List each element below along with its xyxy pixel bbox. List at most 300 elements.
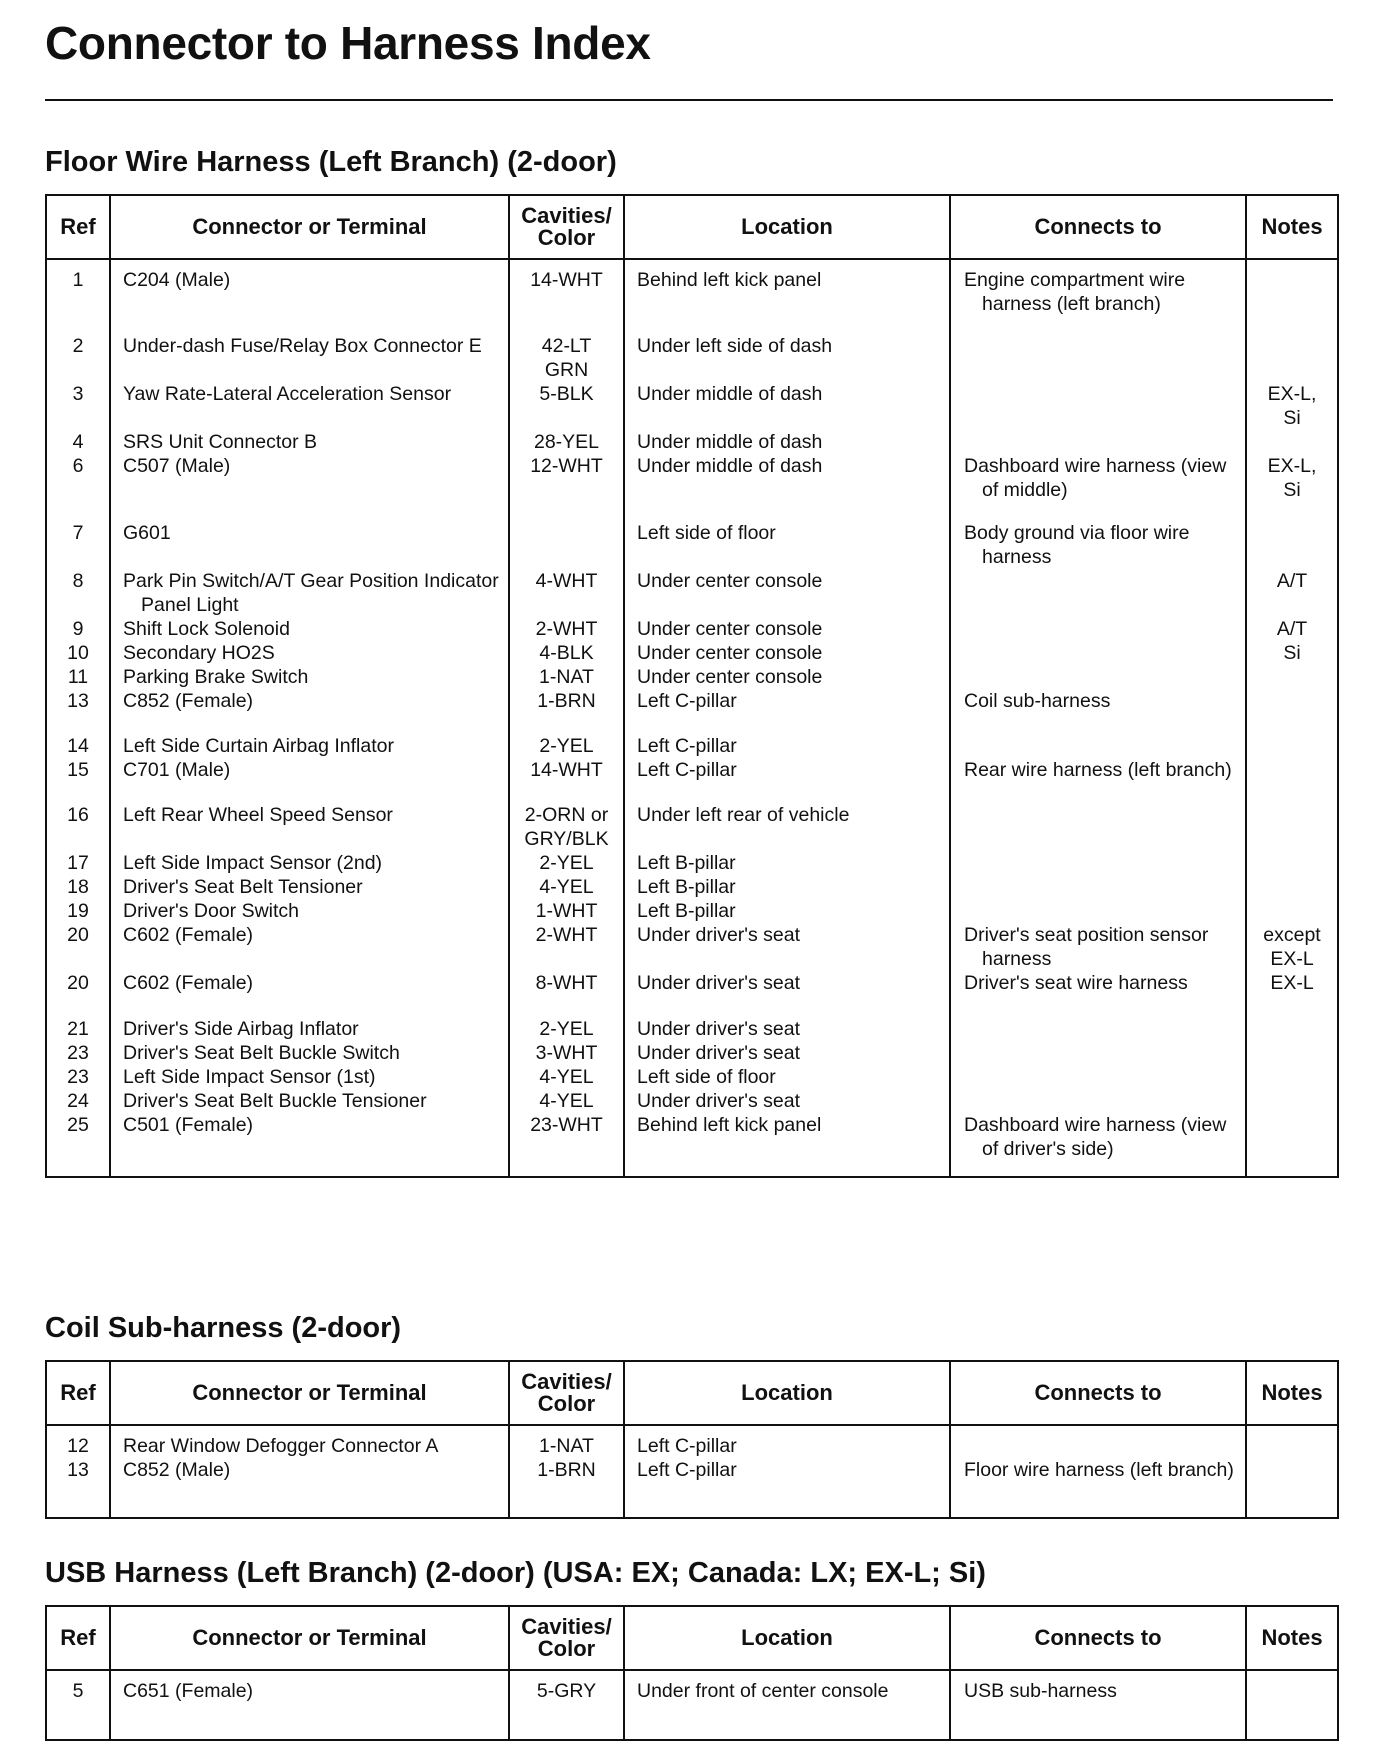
notes-cell — [1246, 899, 1338, 923]
connector-cell-text: Secondary HO2S — [123, 642, 275, 664]
connector-cell-text: Parking Brake Switch — [123, 666, 309, 688]
notes-cell — [1246, 1458, 1338, 1518]
connects-to-cell — [950, 734, 1246, 758]
ref-cell-text: 11 — [67, 666, 89, 688]
location-cell — [624, 734, 950, 758]
ref-cell-text: 6 — [72, 455, 84, 477]
ref-cell — [46, 334, 110, 382]
location-cell-text: Left B-pillar — [637, 900, 736, 922]
connects-to-cell-text: Floor wire harness (left branch) — [964, 1459, 1234, 1481]
cavities-cell-text: 2-YEL — [539, 1018, 594, 1040]
location-cell-text: Under driver's seat — [637, 1042, 801, 1064]
cavities-cell-text: 28-YEL — [533, 431, 600, 453]
table-row — [46, 334, 1338, 382]
notes-cell — [1246, 1065, 1338, 1089]
section-title: Coil Sub-harness (2-door) — [45, 1312, 402, 1344]
location-cell — [624, 665, 950, 689]
ref-cell — [46, 1041, 110, 1065]
connects-to-cell — [950, 803, 1246, 851]
location-cell — [624, 1065, 950, 1089]
connector-cell-text: C602 (Female) — [123, 924, 254, 946]
ref-cell — [46, 758, 110, 803]
connects-to-cell-text: Engine compartment wire harness (left branch) — [964, 269, 1186, 315]
connector-cell-text: C701 (Male) — [123, 759, 231, 781]
cavities-cell — [509, 851, 624, 875]
connects-to-cell — [950, 899, 1246, 923]
cavities-cell — [509, 875, 624, 899]
cavities-cell-text: 2-YEL — [539, 852, 594, 874]
ref-header: Ref — [46, 1606, 110, 1670]
cavities-cell-text: 1-BRN — [537, 1459, 596, 1481]
notes-cell — [1246, 851, 1338, 875]
table-row — [46, 1113, 1338, 1177]
location-cell — [624, 454, 950, 521]
connector-cell-text: C501 (Female) — [123, 1114, 254, 1136]
location-cell-text: Under center console — [637, 618, 823, 640]
location-cell — [624, 758, 950, 803]
notes-cell — [1246, 430, 1338, 454]
connects-to-cell — [950, 923, 1246, 971]
notes-cell — [1246, 454, 1338, 521]
section-title: USB Harness (Left Branch) (2-door) (USA: EX; Canada: LX; EX-L; Si) — [45, 1557, 986, 1589]
connects-to-cell — [950, 758, 1246, 803]
connector-cell — [110, 521, 509, 569]
connects-to-cell — [950, 851, 1246, 875]
connector-cell — [110, 569, 509, 617]
connects-to-cell — [950, 569, 1246, 617]
table-row — [46, 689, 1338, 734]
notes-cell — [1246, 1670, 1338, 1740]
cavities-cell — [509, 923, 624, 971]
notes-cell — [1246, 1017, 1338, 1041]
location-cell — [624, 641, 950, 665]
ref-cell — [46, 971, 110, 1017]
cavities-cell — [509, 1041, 624, 1065]
notes-cell — [1246, 259, 1338, 334]
location-cell-text: Left side of floor — [637, 1066, 776, 1088]
connector-cell — [110, 734, 509, 758]
table-row — [46, 734, 1338, 758]
ref-cell — [46, 617, 110, 641]
cavities-cell-text: 5-GRY — [536, 1680, 597, 1702]
notes-cell — [1246, 521, 1338, 569]
location-cell-text: Under left side of dash — [637, 335, 833, 357]
notes-cell-text: A/T — [1276, 618, 1308, 640]
cavities-cell-text: 23-WHT — [530, 1114, 603, 1136]
connects-to-header: Connects to — [950, 1361, 1246, 1425]
cavities-cell-text: 2-YEL — [539, 735, 594, 757]
harness-index-table — [45, 1605, 1339, 1741]
cavities-cell — [509, 521, 624, 569]
connects-to-header: Connects to — [950, 195, 1246, 259]
ref-cell-text: 16 — [67, 804, 89, 826]
notes-cell — [1246, 734, 1338, 758]
connector-cell — [110, 454, 509, 521]
connects-to-cell-text: Body ground via floor wire harness — [964, 522, 1190, 568]
connector-cell-text: Driver's Side Airbag Inflator — [123, 1018, 359, 1040]
notes-cell-text: A/T — [1276, 570, 1308, 592]
connects-to-cell — [950, 1017, 1246, 1041]
connector-cell-text: Left Rear Wheel Speed Sensor — [123, 804, 393, 826]
cavities-cell — [509, 259, 624, 334]
connects-to-cell — [950, 382, 1246, 430]
cavities-cell — [509, 1089, 624, 1113]
notes-cell — [1246, 617, 1338, 641]
section-title: Floor Wire Harness (Left Branch) (2-door) — [45, 146, 617, 178]
cavities-cell-text: 12-WHT — [530, 455, 603, 477]
cavities-cell — [509, 569, 624, 617]
table-row — [46, 1065, 1338, 1089]
location-cell-text: Under left rear of vehicle — [637, 804, 850, 826]
connector-cell-text: Park Pin Switch/A/T Gear Position Indicator Panel Light — [123, 570, 499, 616]
table-row — [46, 851, 1338, 875]
ref-cell-text: 4 — [72, 431, 84, 453]
ref-cell — [46, 665, 110, 689]
cavities-cell — [509, 665, 624, 689]
location-cell — [624, 875, 950, 899]
location-cell — [624, 259, 950, 334]
connector-cell-text: Yaw Rate-Lateral Acceleration Sensor — [123, 383, 452, 405]
connector-header: Connector or Terminal — [110, 195, 509, 259]
connector-cell-text: Left Side Curtain Airbag Inflator — [123, 735, 394, 757]
connector-cell-text: C602 (Female) — [123, 972, 254, 994]
connector-cell — [110, 641, 509, 665]
harness-index-table — [45, 194, 1339, 1178]
cavities-cell-text: 5-BLK — [539, 383, 594, 405]
ref-cell — [46, 430, 110, 454]
connects-to-cell — [950, 1041, 1246, 1065]
location-cell-text: Left C-pillar — [637, 759, 737, 781]
connects-to-cell-text: Driver's seat wire harness — [964, 972, 1188, 994]
cavities-cell-text: 4-BLK — [539, 642, 594, 664]
cavities-cell — [509, 382, 624, 430]
connector-cell — [110, 1670, 509, 1740]
ref-cell — [46, 1113, 110, 1177]
cavities-cell-text: 1-NAT — [539, 1435, 594, 1457]
ref-cell — [46, 875, 110, 899]
ref-cell — [46, 734, 110, 758]
connects-to-cell — [950, 1670, 1246, 1740]
connector-cell — [110, 758, 509, 803]
location-header: Location — [624, 1606, 950, 1670]
cavities-cell-text: 2-WHT — [535, 618, 598, 640]
ref-cell — [46, 454, 110, 521]
notes-cell — [1246, 1113, 1338, 1177]
cavities-cell — [509, 454, 624, 521]
notes-cell — [1246, 971, 1338, 1017]
notes-cell — [1246, 923, 1338, 971]
connector-cell-text: Left Side Impact Sensor (2nd) — [123, 852, 383, 874]
connects-to-cell — [950, 454, 1246, 521]
connector-cell-text: Left Side Impact Sensor (1st) — [123, 1066, 376, 1088]
table-row — [46, 923, 1338, 971]
harness-index-table — [45, 1360, 1339, 1519]
connector-cell — [110, 1041, 509, 1065]
connector-cell-text: SRS Unit Connector B — [123, 431, 318, 453]
table-row — [46, 641, 1338, 665]
ref-cell-text: 20 — [67, 924, 89, 946]
table-row — [46, 899, 1338, 923]
location-cell — [624, 569, 950, 617]
table-row — [46, 1425, 1338, 1458]
connector-cell-text: Driver's Seat Belt Tensioner — [123, 876, 363, 898]
cavities-cell-text: 4-YEL — [539, 1066, 594, 1088]
ref-cell-text: 25 — [67, 1114, 89, 1136]
ref-cell-text: 15 — [67, 759, 89, 781]
connects-to-cell — [950, 689, 1246, 734]
ref-cell-text: 23 — [67, 1066, 89, 1088]
connector-cell — [110, 851, 509, 875]
ref-cell-text: 13 — [67, 1459, 89, 1481]
connects-to-header: Connects to — [950, 1606, 1246, 1670]
table-row — [46, 521, 1338, 569]
cavities-header: Cavities/ Color — [509, 1606, 624, 1670]
notes-cell — [1246, 665, 1338, 689]
connector-cell — [110, 1089, 509, 1113]
location-cell-text: Under driver's seat — [637, 972, 801, 994]
cavities-cell — [509, 1670, 624, 1740]
notes-cell-text: EX-L, Si — [1267, 383, 1317, 429]
table-row — [46, 875, 1338, 899]
location-cell — [624, 851, 950, 875]
cavities-cell — [509, 734, 624, 758]
location-cell-text: Under driver's seat — [637, 1090, 801, 1112]
ref-cell-text: 20 — [67, 972, 89, 994]
location-cell — [624, 803, 950, 851]
table-header-row — [46, 195, 1338, 259]
table-row — [46, 1089, 1338, 1113]
connector-cell — [110, 923, 509, 971]
connects-to-cell — [950, 1425, 1246, 1458]
connects-to-cell — [950, 641, 1246, 665]
location-cell — [624, 689, 950, 734]
connects-to-cell — [950, 259, 1246, 334]
location-cell-text: Left C-pillar — [637, 1459, 737, 1481]
connector-cell-text: G601 — [123, 522, 171, 544]
table-header-row — [46, 1361, 1338, 1425]
connects-to-cell-text: Dashboard wire harness (view of driver's side) — [964, 1114, 1227, 1160]
cavities-cell-text: 42-LT GRN — [541, 335, 592, 381]
cavities-cell — [509, 641, 624, 665]
table-row — [46, 569, 1338, 617]
ref-cell-text: 9 — [72, 618, 84, 640]
location-cell-text: Left C-pillar — [637, 735, 737, 757]
connector-cell — [110, 899, 509, 923]
connects-to-cell — [950, 1113, 1246, 1177]
cavities-cell — [509, 758, 624, 803]
table-header-row — [46, 1606, 1338, 1670]
location-cell — [624, 971, 950, 1017]
table-row — [46, 259, 1338, 334]
location-cell — [624, 1041, 950, 1065]
ref-cell-text: 17 — [67, 852, 89, 874]
cavities-cell — [509, 430, 624, 454]
cavities-cell — [509, 1065, 624, 1089]
ref-cell-text: 14 — [67, 735, 89, 757]
connector-cell — [110, 430, 509, 454]
cavities-cell-text: 1-NAT — [539, 666, 594, 688]
notes-cell — [1246, 758, 1338, 803]
connects-to-cell-text: USB sub-harness — [964, 1680, 1117, 1702]
cavities-cell-text: 14-WHT — [530, 759, 603, 781]
connector-cell-text: Driver's Seat Belt Buckle Switch — [123, 1042, 400, 1064]
location-cell-text: Left B-pillar — [637, 852, 736, 874]
connector-cell — [110, 617, 509, 641]
ref-cell — [46, 923, 110, 971]
table-row — [46, 803, 1338, 851]
connector-cell — [110, 1113, 509, 1177]
connector-cell-text: Shift Lock Solenoid — [123, 618, 290, 640]
table-row — [46, 1017, 1338, 1041]
connects-to-cell-text: Rear wire harness (left branch) — [964, 759, 1232, 781]
location-cell-text: Left C-pillar — [637, 1435, 737, 1457]
location-cell — [624, 899, 950, 923]
ref-cell — [46, 521, 110, 569]
notes-cell-text: EX-L, Si — [1267, 455, 1317, 501]
location-cell-text: Under middle of dash — [637, 431, 823, 453]
ref-cell-text: 3 — [72, 383, 84, 405]
connector-cell-text: C852 (Female) — [123, 690, 254, 712]
location-cell-text: Left B-pillar — [637, 876, 736, 898]
connector-cell-text: C507 (Male) — [123, 455, 231, 477]
ref-cell — [46, 641, 110, 665]
cavities-cell-text: 4-WHT — [535, 570, 598, 592]
location-cell — [624, 1089, 950, 1113]
connector-cell — [110, 334, 509, 382]
connects-to-cell — [950, 1089, 1246, 1113]
notes-cell — [1246, 1041, 1338, 1065]
location-cell — [624, 617, 950, 641]
cavities-cell-text: 1-BRN — [537, 690, 596, 712]
table-row — [46, 1041, 1338, 1065]
location-cell — [624, 1017, 950, 1041]
ref-cell-text: 13 — [67, 690, 89, 712]
connector-cell-text: C852 (Male) — [123, 1459, 231, 1481]
ref-cell-text: 8 — [72, 570, 84, 592]
table-row — [46, 454, 1338, 521]
location-header: Location — [624, 1361, 950, 1425]
cavities-cell — [509, 803, 624, 851]
connector-cell — [110, 1425, 509, 1458]
ref-cell — [46, 1670, 110, 1740]
table-row — [46, 665, 1338, 689]
ref-cell — [46, 1065, 110, 1089]
ref-cell — [46, 1458, 110, 1518]
notes-cell-text: Si — [1283, 642, 1301, 664]
connector-cell-text: Driver's Seat Belt Buckle Tensioner — [123, 1090, 427, 1112]
connector-cell — [110, 1017, 509, 1041]
cavities-cell — [509, 617, 624, 641]
location-cell-text: Behind left kick panel — [637, 1114, 822, 1136]
connector-cell-text: Rear Window Defogger Connector A — [123, 1435, 439, 1457]
connector-header: Connector or Terminal — [110, 1606, 509, 1670]
ref-cell-text: 2 — [72, 335, 84, 357]
notes-cell-text: EX-L — [1270, 972, 1314, 994]
connector-cell-text: Under-dash Fuse/Relay Box Connector E — [123, 335, 482, 357]
location-cell-text: Under center console — [637, 666, 823, 688]
cavities-cell-text: 8-WHT — [535, 972, 598, 994]
connector-cell — [110, 665, 509, 689]
ref-cell-text: 12 — [67, 1435, 89, 1457]
location-cell-text: Under driver's seat — [637, 1018, 801, 1040]
cavities-cell-text: 2-ORN or GRY/BLK — [524, 804, 609, 850]
ref-cell — [46, 569, 110, 617]
cavities-cell-text: 4-YEL — [539, 1090, 594, 1112]
connects-to-cell-text: Dashboard wire harness (view of middle) — [964, 455, 1227, 501]
ref-cell — [46, 1017, 110, 1041]
cavities-cell — [509, 1425, 624, 1458]
connects-to-cell-text: Driver's seat position sensor harness — [964, 924, 1209, 970]
location-cell — [624, 430, 950, 454]
ref-cell — [46, 1089, 110, 1113]
cavities-cell-text: 2-WHT — [535, 924, 598, 946]
ref-cell-text: 24 — [67, 1090, 89, 1112]
ref-cell-text: 5 — [72, 1680, 84, 1702]
table-row — [46, 971, 1338, 1017]
notes-header: Notes — [1246, 1361, 1338, 1425]
cavities-cell-text: 1-WHT — [535, 900, 598, 922]
ref-cell-text: 1 — [72, 269, 84, 291]
cavities-cell-text: 14-WHT — [530, 269, 603, 291]
ref-cell — [46, 899, 110, 923]
notes-cell — [1246, 569, 1338, 617]
notes-cell — [1246, 382, 1338, 430]
connector-cell — [110, 259, 509, 334]
location-cell — [624, 521, 950, 569]
connects-to-cell — [950, 334, 1246, 382]
connector-cell — [110, 382, 509, 430]
table-row — [46, 1670, 1338, 1740]
location-cell-text: Under middle of dash — [637, 383, 823, 405]
ref-cell-text: 7 — [72, 522, 84, 544]
table-row — [46, 382, 1338, 430]
connector-cell — [110, 1065, 509, 1089]
ref-cell — [46, 851, 110, 875]
connects-to-cell — [950, 1065, 1246, 1089]
location-cell-text: Under front of center console — [637, 1680, 889, 1702]
connector-cell — [110, 875, 509, 899]
location-cell-text: Under driver's seat — [637, 924, 801, 946]
location-cell-text: Left side of floor — [637, 522, 776, 544]
ref-cell — [46, 259, 110, 334]
notes-header: Notes — [1246, 195, 1338, 259]
location-cell — [624, 1113, 950, 1177]
cavities-cell-text: 3-WHT — [535, 1042, 598, 1064]
ref-cell-text: 23 — [67, 1042, 89, 1064]
connector-cell — [110, 803, 509, 851]
connector-cell — [110, 1458, 509, 1518]
connector-cell — [110, 971, 509, 1017]
connects-to-cell — [950, 971, 1246, 1017]
page-title: Connector to Harness Index — [45, 17, 651, 69]
ref-header: Ref — [46, 1361, 110, 1425]
notes-cell — [1246, 334, 1338, 382]
title-divider — [45, 99, 1333, 101]
notes-header: Notes — [1246, 1606, 1338, 1670]
location-cell-text: Behind left kick panel — [637, 269, 822, 291]
ref-cell — [46, 1425, 110, 1458]
location-cell-text: Under center console — [637, 642, 823, 664]
connects-to-cell — [950, 1458, 1246, 1518]
ref-cell — [46, 382, 110, 430]
notes-cell — [1246, 641, 1338, 665]
connector-cell-text: Driver's Door Switch — [123, 900, 300, 922]
connects-to-cell — [950, 430, 1246, 454]
location-cell — [624, 923, 950, 971]
table-row — [46, 430, 1338, 454]
location-cell-text: Left C-pillar — [637, 690, 737, 712]
connector-cell-text: C204 (Male) — [123, 269, 231, 291]
